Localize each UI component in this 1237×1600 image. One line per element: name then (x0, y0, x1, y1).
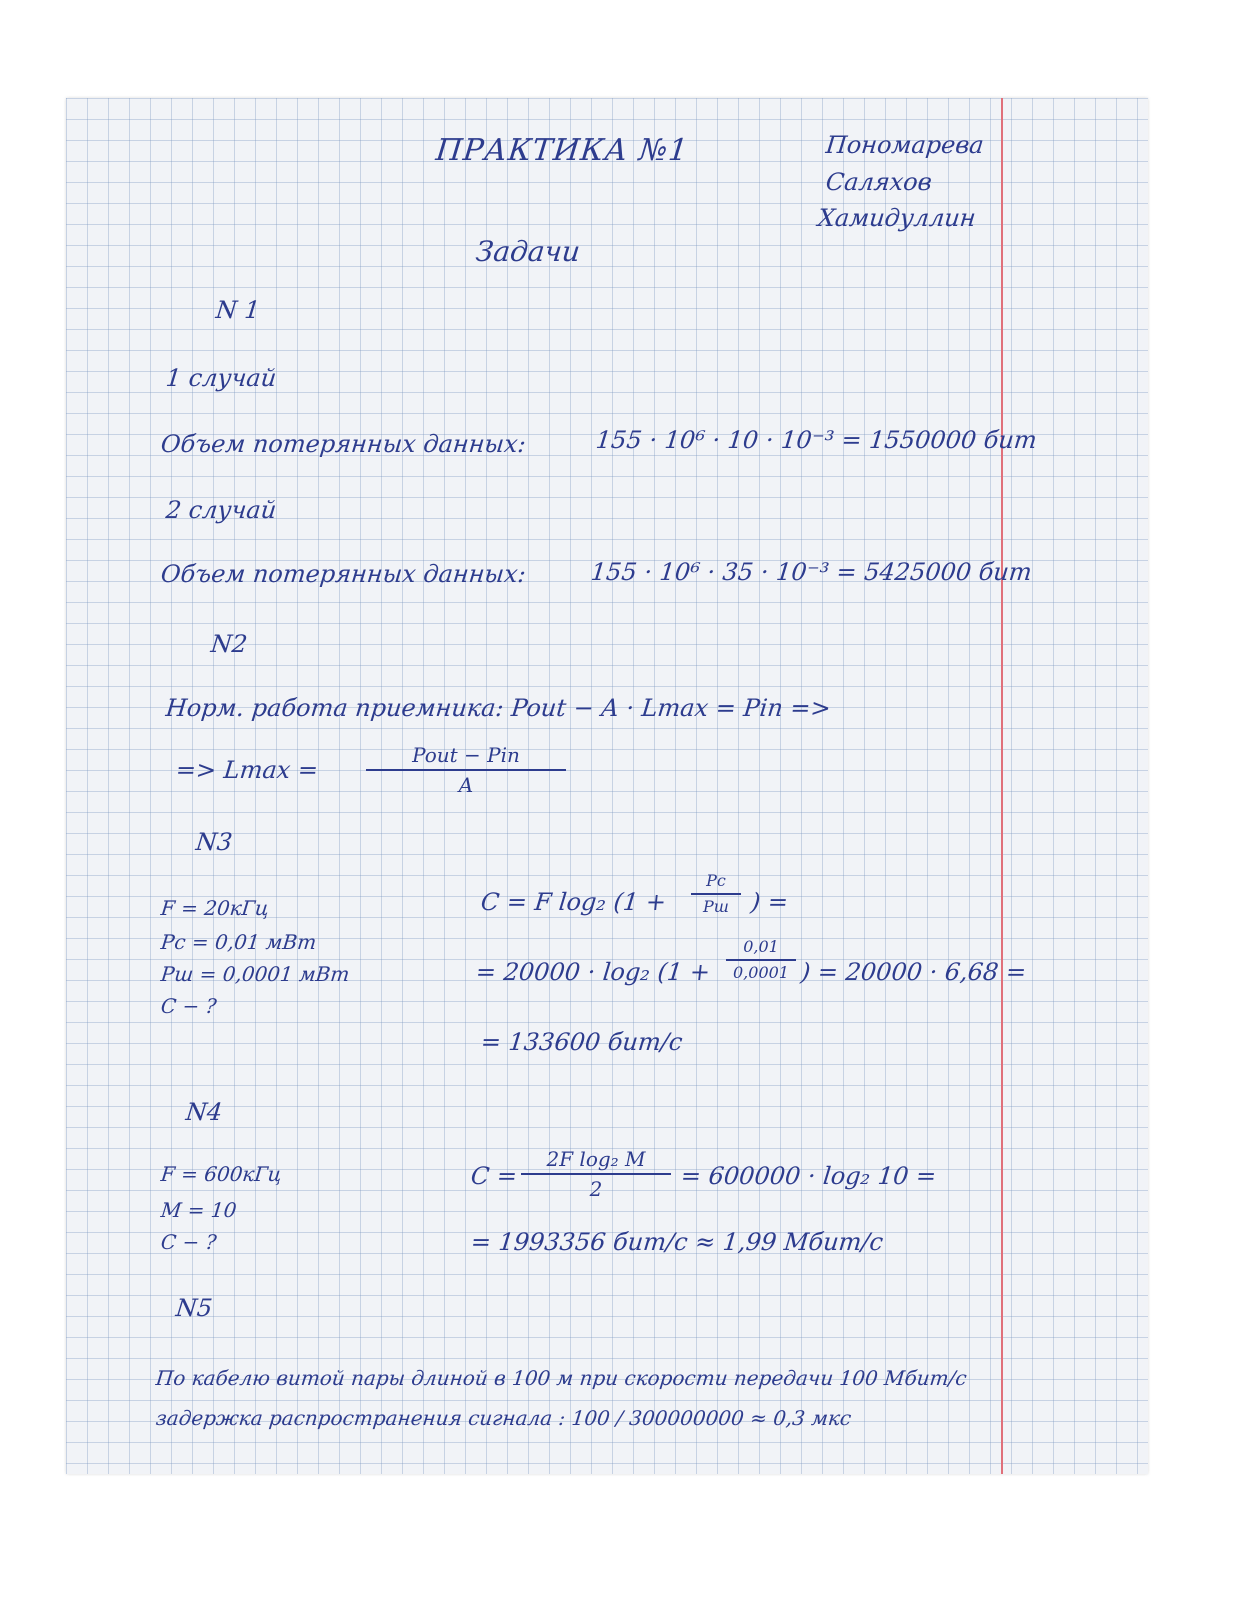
task5-line2: задержка распространения сигнала : 100 / 300000000 ≈ 0,3 мкс (154, 1406, 853, 1430)
task3-given-4: C − ? (159, 994, 218, 1018)
task2-frac-den: A (458, 773, 474, 797)
fraction-bar (726, 959, 796, 961)
task2-label: N2 (209, 630, 249, 658)
task3-formula-num: Pc (706, 871, 726, 890)
section-heading: Задачи (474, 235, 582, 268)
task4-formula-suffix: = 600000 · log₂ 10 = (679, 1162, 938, 1190)
author-2: Саляхов (824, 168, 934, 196)
task1-case1-text: Объем потерянных данных: (159, 430, 528, 458)
task4-given-2: M = 10 (159, 1198, 238, 1222)
task4-formula-num: 2F log₂ M (546, 1147, 646, 1171)
task1-case2-expr: 155 · 10⁶ · 35 · 10⁻³ = 5425000 бит (589, 558, 1034, 586)
task3-calc-prefix: = 20000 · log₂ (1 + (474, 958, 712, 986)
task3-formula-fraction (691, 872, 741, 915)
task1-case1-label: 1 случай (164, 364, 278, 392)
task3-given-3: Pш = 0,0001 мВт (159, 962, 351, 986)
task4-result: = 1993356 бит/с ≈ 1,99 Мбит/с (469, 1228, 885, 1256)
task3-formula-prefix: C = F log₂ (1 + (479, 888, 668, 916)
task2-line2: => Lmax = (174, 756, 320, 784)
fraction-bar (691, 893, 741, 895)
task1-case2-label: 2 случай (164, 496, 278, 524)
page-title: ПРАКТИКА №1 (434, 133, 691, 168)
task4-formula-den: 2 (589, 1177, 603, 1201)
task3-calc-num: 0,01 (743, 937, 779, 956)
author-1: Пономарева (824, 131, 986, 159)
task1-case2-text: Объем потерянных данных: (159, 560, 528, 588)
task1-label: N 1 (214, 296, 262, 324)
task3-result: = 133600 бит/с (479, 1028, 684, 1056)
task3-given-1: F = 20кГц (159, 896, 271, 920)
task3-label: N3 (194, 828, 234, 856)
notebook-page (66, 98, 1148, 1474)
task5-line1: По кабелю витой пары длиной в 100 м при скорости передачи 100 Мбит/с (154, 1366, 968, 1390)
task4-formula-prefix: C = (469, 1162, 519, 1190)
task3-formula-suffix: ) = (749, 888, 790, 916)
task4-given-3: C − ? (159, 1230, 218, 1254)
task1-case1-expr: 155 · 10⁶ · 10 · 10⁻³ = 1550000 бит (594, 426, 1039, 454)
task3-calc-den: 0,0001 (733, 962, 789, 982)
task3-calc-fraction (726, 938, 796, 981)
margin-line (1001, 98, 1003, 1474)
fraction-bar (521, 1173, 671, 1175)
task4-given-1: F = 600кГц (159, 1162, 283, 1186)
task3-given-2: Pc = 0,01 мВт (159, 930, 318, 954)
author-3: Хамидуллин (816, 204, 978, 232)
task3-formula-den: Pш (703, 896, 729, 916)
task2-frac-num: Pout − Pin (412, 743, 520, 767)
task4-formula-fraction (521, 1148, 671, 1200)
task2-fraction (366, 744, 566, 796)
task2-line1: Норм. работа приемника: Pout − A · Lmax = Pin => (164, 694, 833, 722)
task4-label: N4 (184, 1098, 224, 1126)
fraction-bar (366, 769, 566, 771)
task3-calc-suffix: ) = 20000 · 6,68 = (799, 958, 1028, 986)
task5-label: N5 (174, 1294, 214, 1322)
